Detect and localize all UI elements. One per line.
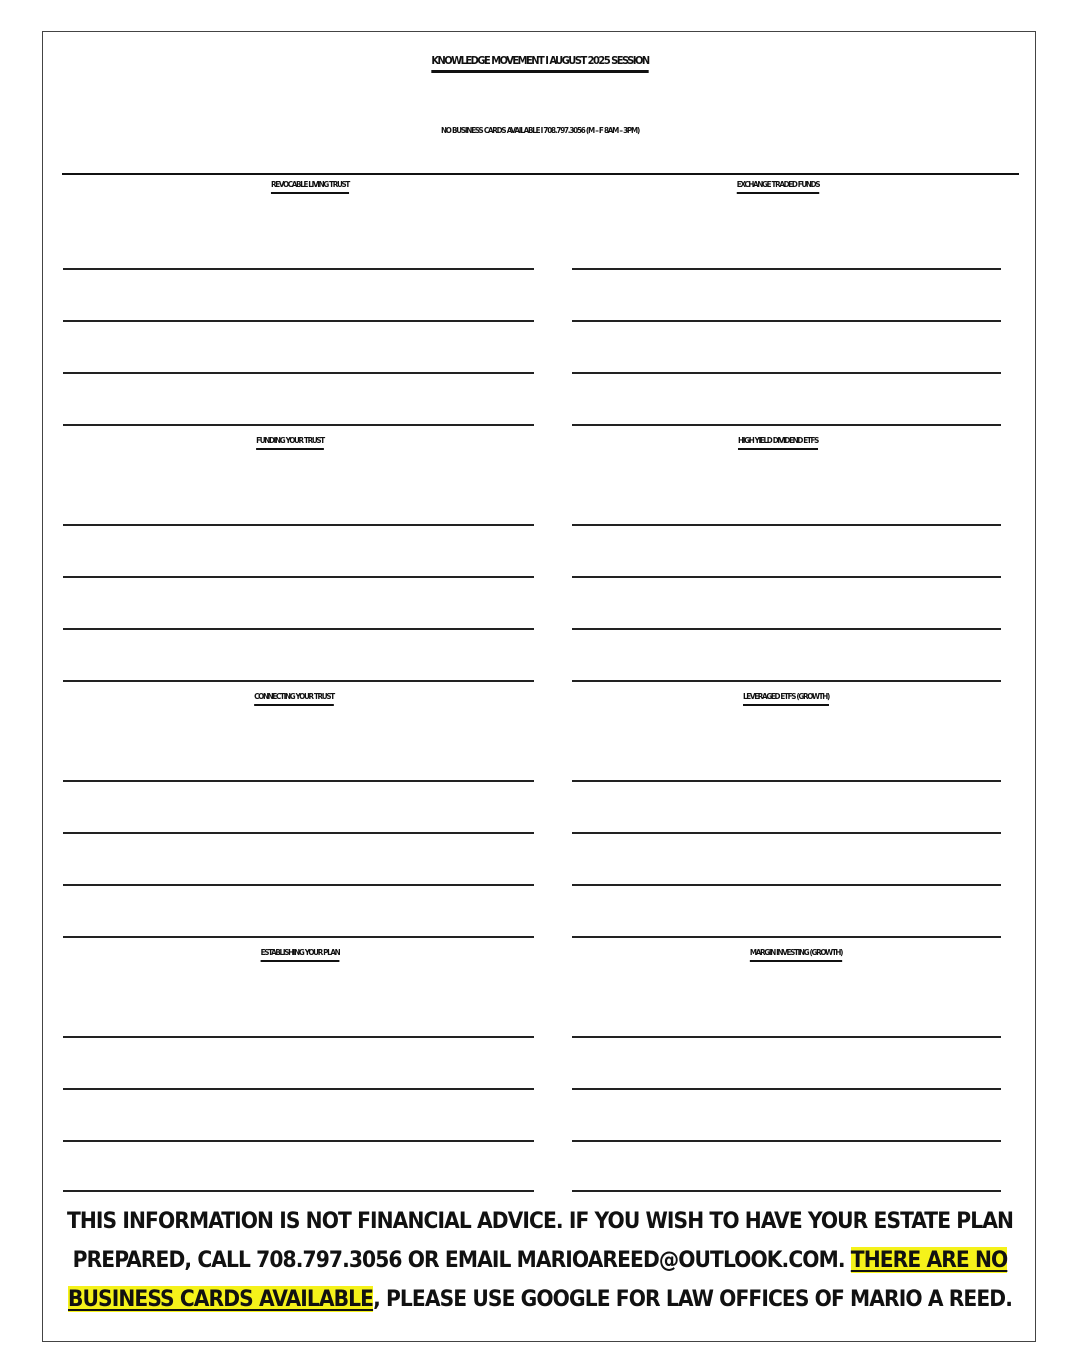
writing-line[interactable] — [572, 884, 1001, 886]
writing-line[interactable] — [572, 268, 1001, 270]
section-heading-high-yield-dividend-etfs: HIGH YIELD DIVIDEND ETFS — [737, 436, 819, 445]
section-heading-leveraged-etfs: LEVERAGED ETFS (GROWTH) — [743, 692, 829, 701]
writing-line[interactable] — [572, 576, 1001, 578]
writing-line[interactable] — [63, 936, 534, 938]
writing-line[interactable] — [63, 780, 534, 782]
writing-line[interactable] — [572, 1088, 1001, 1090]
writing-line[interactable] — [63, 832, 534, 834]
page-border — [42, 31, 1036, 1342]
writing-line[interactable] — [63, 680, 534, 682]
writing-line[interactable] — [63, 1036, 534, 1038]
header-divider — [62, 173, 1019, 175]
section-heading-connecting-your-trust: CONNECTING YOUR TRUST — [254, 692, 334, 701]
writing-line[interactable] — [572, 320, 1001, 322]
writing-line[interactable] — [63, 884, 534, 886]
writing-line[interactable] — [572, 1036, 1001, 1038]
no-business-cards-highlight: THERE ARE NO BUSINESS CARDS AVAILABLE — [68, 1247, 1008, 1312]
writing-line[interactable] — [63, 524, 534, 526]
writing-line[interactable] — [63, 424, 534, 426]
writing-line[interactable] — [572, 524, 1001, 526]
writing-line[interactable] — [572, 628, 1001, 630]
section-heading-margin-investing: MARGIN INVESTING (GROWTH) — [749, 948, 843, 957]
writing-line[interactable] — [572, 680, 1001, 682]
writing-line[interactable] — [63, 628, 534, 630]
writing-line[interactable] — [572, 1190, 1001, 1192]
writing-line[interactable] — [63, 1190, 534, 1192]
writing-line[interactable] — [572, 936, 1001, 938]
writing-line[interactable] — [63, 268, 534, 270]
page-subtitle: NO BUSINESS CARDS AVAILABLE I 708.797.3056 (M – F 8AM – 3PM) — [440, 126, 640, 135]
writing-line[interactable] — [63, 372, 534, 374]
writing-line[interactable] — [63, 1140, 534, 1142]
writing-line[interactable] — [572, 780, 1001, 782]
writing-line[interactable] — [63, 1088, 534, 1090]
writing-line[interactable] — [63, 320, 534, 322]
section-heading-revocable-living-trust: REVOCABLE LIVING TRUST — [270, 180, 350, 189]
writing-line[interactable] — [572, 424, 1001, 426]
page-title: KNOWLEDGE MOVEMENT I AUGUST 2025 SESSION — [431, 54, 649, 67]
disclaimer-text-end: , PLEASE USE GOOGLE FOR LAW OFFICES OF MARIO A REED. — [373, 1286, 1012, 1312]
writing-line[interactable] — [63, 576, 534, 578]
section-heading-establishing-your-plan: ESTABLISHING YOUR PLAN — [260, 948, 340, 957]
disclaimer — [60, 1202, 1020, 1319]
writing-line[interactable] — [572, 372, 1001, 374]
writing-line[interactable] — [572, 1140, 1001, 1142]
writing-line[interactable] — [572, 832, 1001, 834]
section-heading-funding-your-trust: FUNDING YOUR TRUST — [256, 436, 324, 445]
section-heading-exchange-traded-funds: EXCHANGE TRADED FUNDS — [736, 180, 820, 189]
disclaimer-text: THIS INFORMATION IS NOT FINANCIAL ADVICE. IF YOU WISH TO HAVE YOUR ESTATE PLAN PREPARED, CALL 708.797.3056 OR EMAIL MARIOAREED@OUTLOOK.COM. — [66, 1208, 1014, 1273]
